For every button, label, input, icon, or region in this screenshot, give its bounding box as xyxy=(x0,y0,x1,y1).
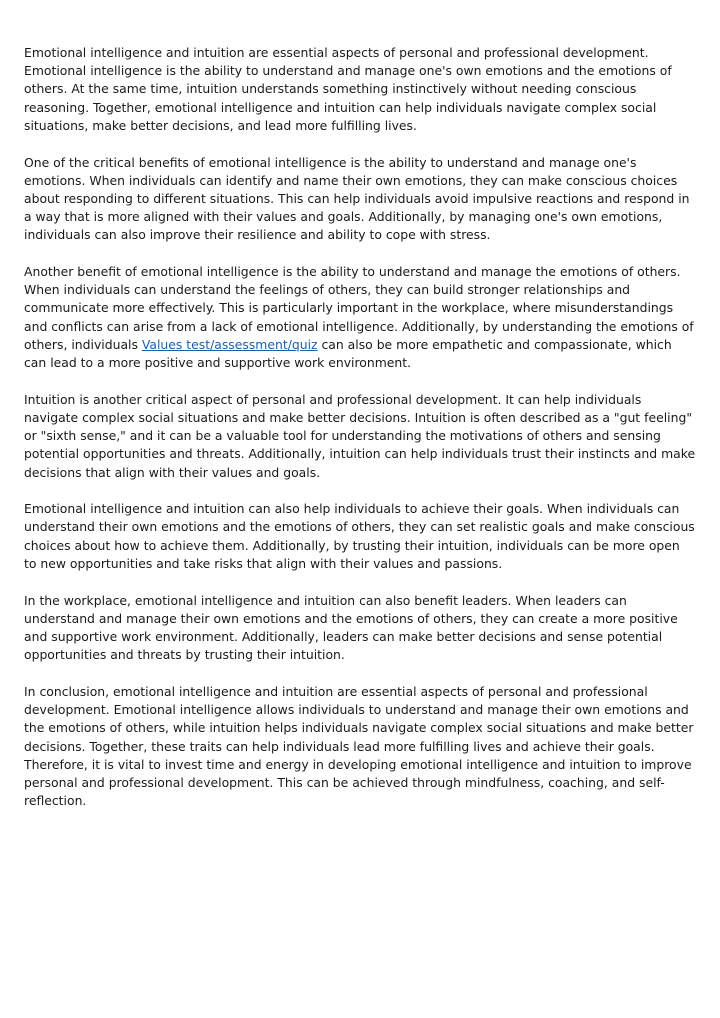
paragraph-emotions-of-others xyxy=(24,263,696,372)
paragraph-achieve-goals: Emotional intelligence and intuition can also help individuals to achieve their goals. When individuals can understand their own emotions and the emotions of others, they can set realistic goals and make conscious choices about how to achieve them. Additionally, by trusting their intuition, individuals can be more open to new opportunities and take risks that align with their values and passions. xyxy=(24,501,695,571)
paragraph-managing-own-emotions: One of the critical benefits of emotional intelligence is the ability to understand and manage one's emotions. When individuals can identify and name their own emotions, they can make conscious choices about responding to different situations. This can help individuals avoid impulsive reactions and respond in a way that is more aligned with their values and goals. Additionally, by managing one's own emotions, individuals can also improve their resilience and ability to cope with stress. xyxy=(24,154,690,243)
paragraph-conclusion: In conclusion, emotional intelligence and intuition are essential aspects of personal and professional development. Emotional intelligence allows individuals to understand and manage their own emotions and the emotions of others, while intuition helps individuals navigate complex social situations and make better decisions. Together, these traits can help individuals lead more fulfilling lives and achieve their goals. Therefore, it is vital to invest time and energy in developing emotional intelligence and intuition to improve personal and professional development. This can be achieved through mindfulness, coaching, and self-reflection. xyxy=(24,683,694,809)
values-test-link[interactable]: Values test/assessment/quiz xyxy=(141,336,318,352)
paragraph-intro: Emotional intelligence and intuition are essential aspects of personal and professional development. Emotional intelligence is the ability to understand and manage one's own emotions and the emotions of others. At the same time, intuition understands something instinctively without needing conscious reasoning. Together, emotional intelligence and intuition can help individuals navigate complex social situations, make better decisions, and lead more fulfilling lives. xyxy=(24,45,672,133)
paragraph-workplace-leaders: In the workplace, emotional intelligence and intuition can also benefit leaders. When leaders can understand and manage their own emotions and the emotions of others, they can create a more positive and supportive work environment. Additionally, leaders can make better decisions and sense potential opportunities and threats by trusting their intuition. xyxy=(24,592,678,663)
paragraph-text-after-link: can also be more empathetic and compassionate, which can lead to a more positive and supportive work environment. xyxy=(24,336,672,371)
paragraph-text-before-link: Another benefit of emotional intelligence is the ability to understand and manage the emotions of others. When individuals can understand the feelings of others, they can build stronger relationships and communicate more effectively. This is particularly important in the workplace, where misunderstandings and conflicts can arise from a lack of emotional intelligence. Additionally, by understanding the emotions of others, individuals xyxy=(24,264,694,352)
paragraph-intuition: Intuition is another critical aspect of personal and professional development. It can help individuals navigate complex social situations and make better decisions. Intuition is often described as a "gut feeling" or "sixth sense," and it can be a valuable tool for understanding the motivations of others and sensing potential opportunities and threats. Additionally, intuition can help individuals trust their instincts and make decisions that align with their values and goals. xyxy=(24,391,696,480)
document-body xyxy=(24,44,696,829)
